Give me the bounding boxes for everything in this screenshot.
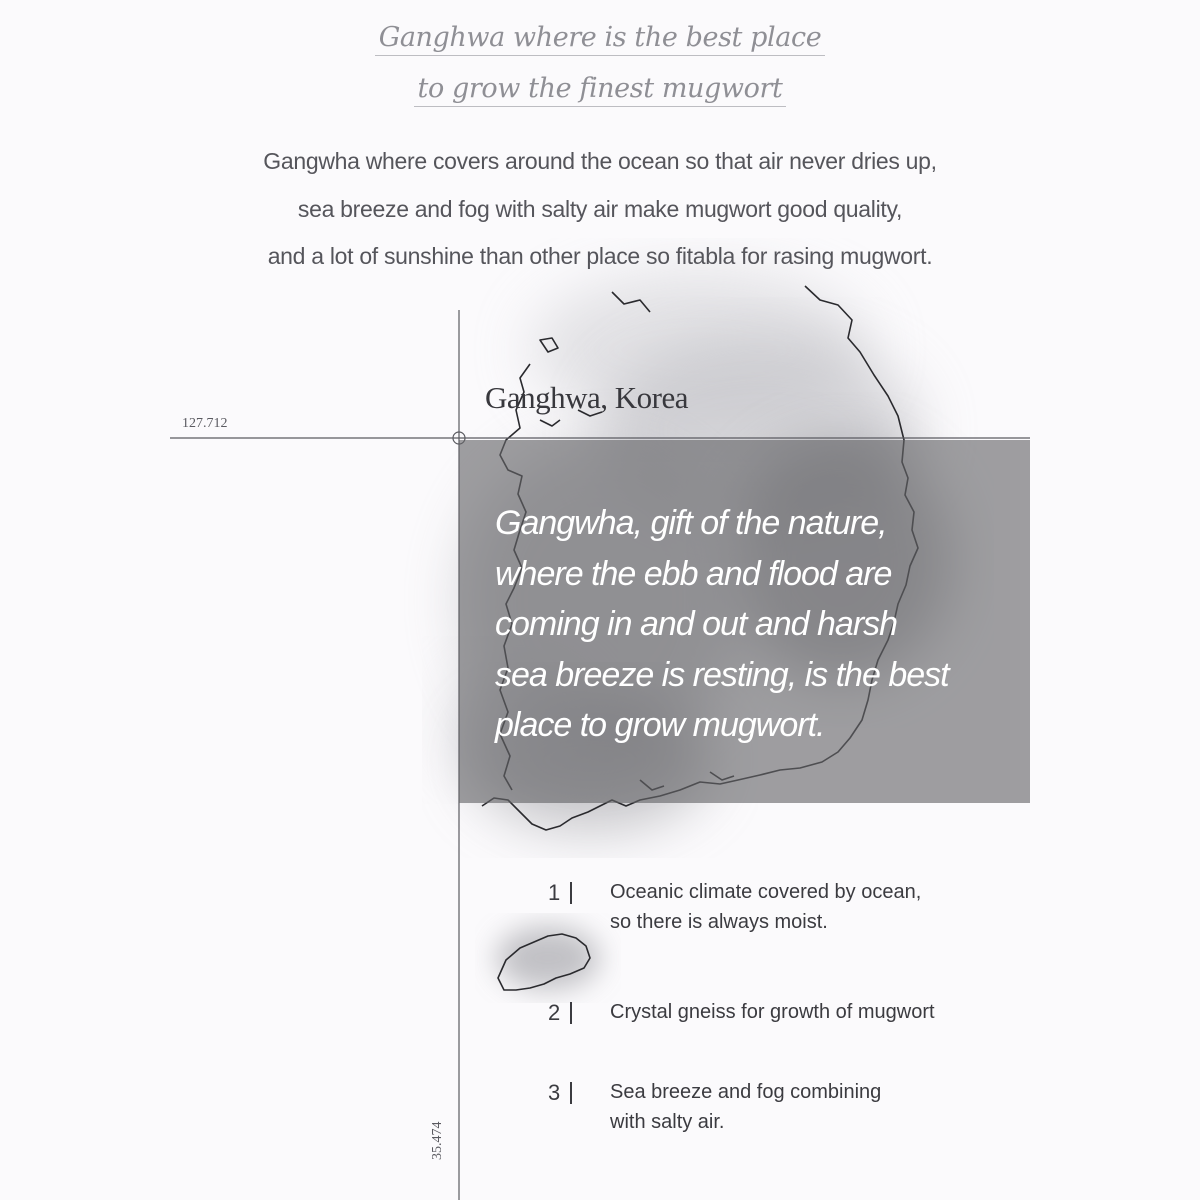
feature-text-3 xyxy=(610,1077,1010,1137)
quote-line-1: Gangwha, gift of the nature, xyxy=(495,504,887,542)
feature-1-line-1: Oceanic climate covered by ocean, xyxy=(610,881,922,903)
feature-text-1 xyxy=(610,877,1010,937)
quote-box xyxy=(459,440,1030,803)
intro-line-2: sea breeze and fog with salty air make mugwort good quality, xyxy=(297,196,903,222)
headline-line-1: Ganghwa where is the best place xyxy=(375,22,826,56)
quote-line-4: sea breeze is resting, is the best xyxy=(495,655,949,694)
feature-number-2: 2 xyxy=(548,1000,561,1025)
longitude-label: 127.712 xyxy=(182,416,228,431)
headline-line-1-wrap xyxy=(0,22,1200,56)
quote-text xyxy=(495,498,1015,751)
quote-line-2: where the ebb and flood are xyxy=(495,554,892,593)
feature-text-2 xyxy=(610,997,1010,1027)
location-title: Ganghwa, Korea xyxy=(485,380,689,415)
headline-line-2-wrap xyxy=(0,73,1200,107)
intro-line-3: and a lot of sunshine than other place so fitabla for rasing mugwort. xyxy=(267,243,933,269)
latitude-label: 35.474 xyxy=(430,1121,445,1160)
jeju-island xyxy=(496,926,600,990)
feature-divider-1 xyxy=(570,882,572,904)
feature-3-line-2: with salty air. xyxy=(610,1111,725,1133)
quote-line-3: coming in and out and harsh xyxy=(495,605,898,643)
intro-line-1: Gangwha where covers around the ocean so that air never dries up, xyxy=(263,148,937,174)
feature-divider-2 xyxy=(570,1002,572,1024)
feature-number-3: 3 xyxy=(548,1080,561,1105)
feature-number-1: 1 xyxy=(548,880,561,905)
feature-2-line-1: Crystal gneiss for growth of mugwort xyxy=(610,1001,935,1023)
feature-1-line-2: so there is always moist. xyxy=(610,911,828,933)
quote-line-5: place to grow mugwort. xyxy=(495,706,825,744)
feature-divider-3 xyxy=(570,1082,572,1104)
headline-line-2: to grow the finest mugwort xyxy=(414,73,787,107)
feature-3-line-1: Sea breeze and fog combining xyxy=(610,1081,882,1103)
